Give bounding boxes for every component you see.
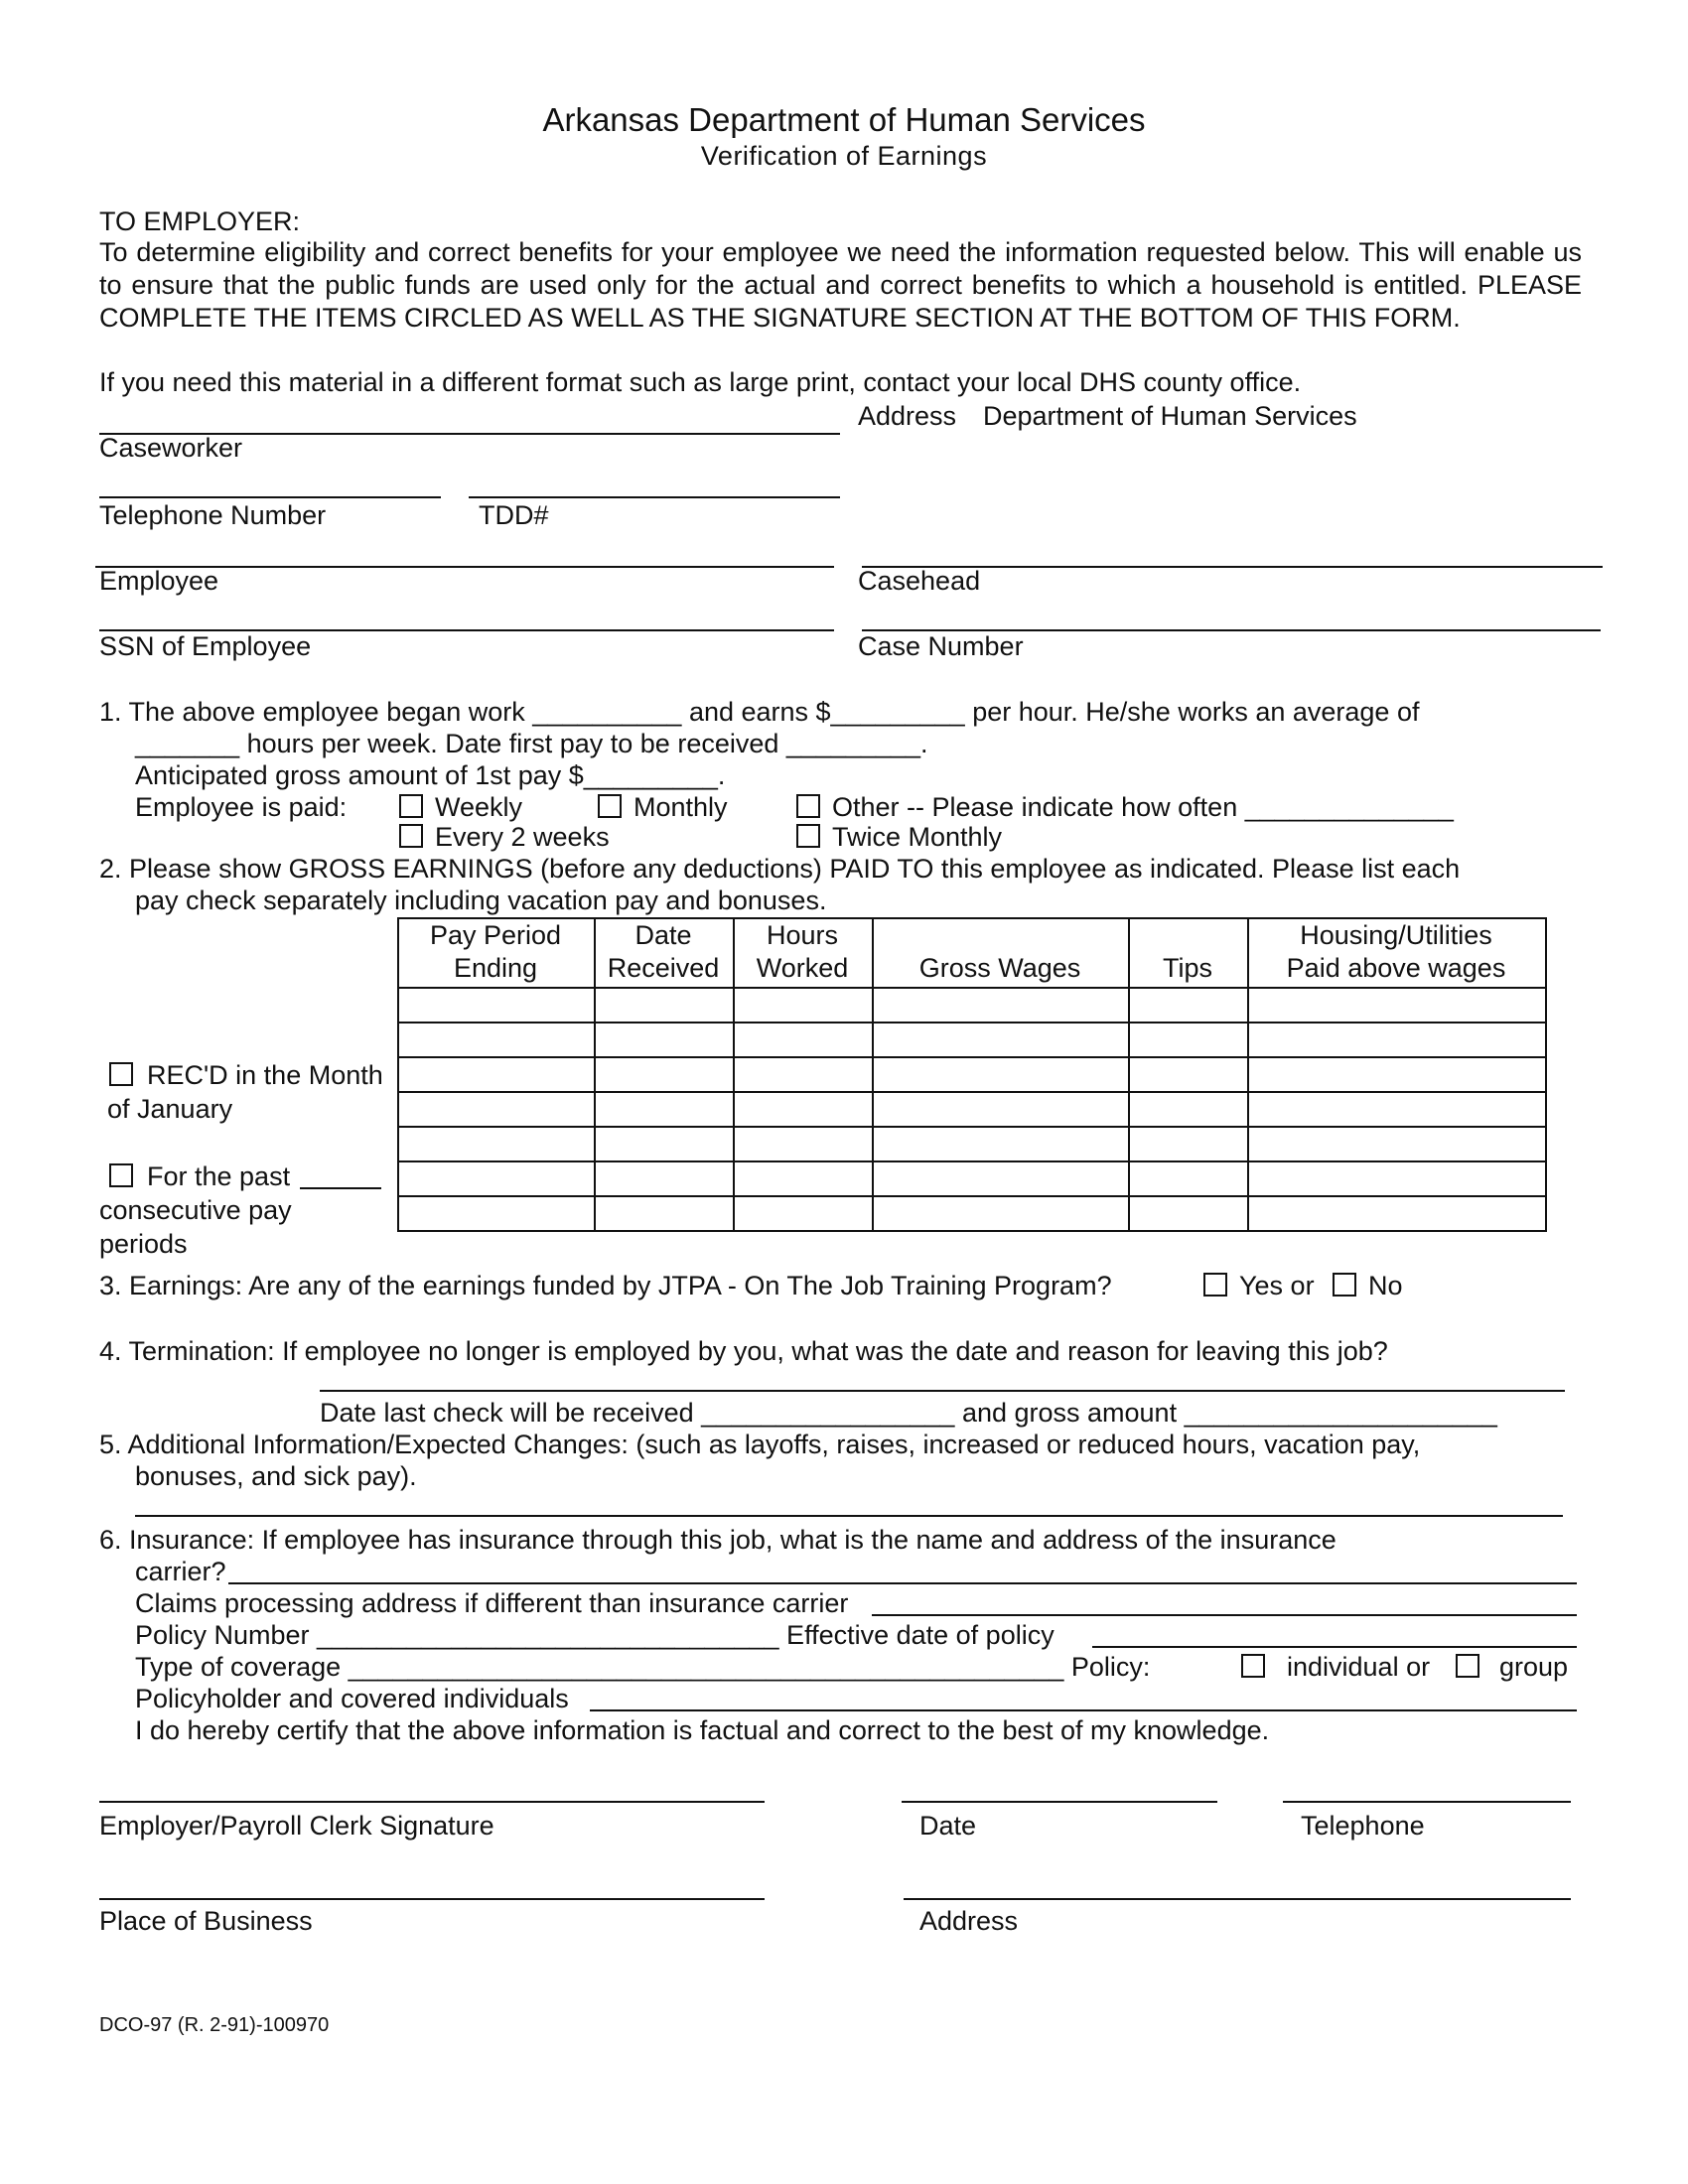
address-sig-line[interactable] [904, 1898, 1571, 1900]
form-code: DCO-97 (R. 2-91)-100970 [99, 2014, 330, 2036]
past-periods-count-line[interactable] [300, 1187, 381, 1189]
section1-line3: Anticipated gross amount of 1st pay $_________. [135, 760, 726, 790]
claims-label: Claims processing address if different than insurance carrier [135, 1588, 849, 1618]
col-date-received [594, 919, 733, 985]
coverage-label: Type of coverage ________________________________________________ Policy: [135, 1652, 1151, 1682]
telephone-line[interactable] [99, 496, 441, 498]
tdd-line[interactable] [469, 496, 840, 498]
carrier-label: carrier? [135, 1557, 226, 1586]
other-label: Other -- Please indicate how often ______________ [832, 792, 1454, 822]
section5-line2: bonuses, and sick pay). [135, 1461, 417, 1491]
col-date-line1: Date [634, 920, 692, 950]
address-value: Department of Human Services [983, 401, 1357, 431]
table-row[interactable] [398, 1023, 1546, 1057]
col-date-line2: Received [607, 953, 720, 983]
col-pay-period [397, 919, 594, 985]
effective-date-line[interactable] [1092, 1646, 1577, 1648]
past-periods-label: For the past [147, 1161, 291, 1191]
ssn-label: SSN of Employee [99, 631, 312, 661]
telephone-label: Telephone Number [99, 500, 327, 530]
carrier-line[interactable] [228, 1582, 1577, 1584]
casehead-label: Casehead [858, 566, 981, 596]
col-gross-wages: Gross Wages [918, 953, 1081, 983]
every-2-weeks-label: Every 2 weeks [435, 822, 610, 852]
telephone-sig-line[interactable] [1283, 1801, 1571, 1803]
termination-reason-line[interactable] [320, 1390, 1565, 1392]
section2-line2: pay check separately including vacation pay and bonuses. [135, 886, 827, 915]
recd-month-value: of January [107, 1094, 233, 1124]
table-row[interactable] [398, 1127, 1546, 1161]
monthly-checkbox[interactable] [598, 794, 622, 818]
weekly-label: Weekly [435, 792, 523, 822]
individual-label: individual or [1287, 1652, 1431, 1682]
format-note: If you need this material in a different format such as large print, contact your local DHS county office. [99, 367, 1302, 397]
date-line[interactable] [902, 1801, 1217, 1803]
col-pay-period-line1: Pay Period [429, 920, 562, 950]
every-2-weeks-checkbox[interactable] [399, 824, 423, 848]
place-of-business-line[interactable] [99, 1898, 765, 1900]
jtpa-yes-checkbox[interactable] [1203, 1273, 1227, 1297]
address-sig-label: Address [919, 1906, 1019, 1936]
section6-line1: 6. Insurance: If employee has insurance through this job, what is the name and address of the insurance [99, 1525, 1336, 1555]
recd-month-label: REC'D in the Month [147, 1060, 383, 1090]
form-subtitle: Verification of Earnings [700, 141, 988, 171]
past-periods-checkbox[interactable] [109, 1163, 133, 1187]
additional-info-line[interactable] [135, 1515, 1563, 1517]
table-row[interactable] [398, 1161, 1546, 1196]
place-of-business-label: Place of Business [99, 1906, 313, 1936]
twice-monthly-checkbox[interactable] [796, 824, 820, 848]
section1-line1: 1. The above employee began work __________ and earns $_________ per hour. He/she works an average of [99, 697, 1420, 727]
col-hours-line2: Worked [756, 953, 849, 983]
caseworker-label: Caseworker [99, 433, 243, 463]
case-number-label: Case Number [858, 631, 1024, 661]
address-label: Address [858, 401, 957, 431]
to-employer-heading: TO EMPLOYER: [99, 206, 301, 236]
policy-number-label: Policy Number _______________________________ Effective date of policy [135, 1620, 1055, 1650]
section5-line1: 5. Additional Information/Expected Changes: (such as layoffs, raises, increased or reduced hours, vacation pay, [99, 1430, 1421, 1459]
col-hours-line1: Hours [766, 920, 839, 950]
employer-signature-label: Employer/Payroll Clerk Signature [99, 1811, 494, 1841]
jtpa-yes-label: Yes or [1239, 1271, 1315, 1300]
table-row[interactable] [398, 1092, 1546, 1127]
section1-line2: _______ hours per week. Date first pay to be received _________. [135, 729, 928, 758]
col-housing-line1: Housing/Utilities [1300, 920, 1492, 950]
col-housing-line2: Paid above wages [1286, 953, 1506, 983]
table-row[interactable] [398, 1196, 1546, 1231]
monthly-label: Monthly [633, 792, 728, 822]
jtpa-no-checkbox[interactable] [1333, 1273, 1356, 1297]
tdd-label: TDD# [479, 500, 549, 530]
section3-text: 3. Earnings: Are any of the earnings funded by JTPA - On The Job Training Program? [99, 1271, 1112, 1300]
telephone-sig-label: Telephone [1301, 1811, 1425, 1841]
col-pay-period-line2: Ending [453, 953, 538, 983]
other-checkbox[interactable] [796, 794, 820, 818]
intro-paragraph: To determine eligibility and correct benefits for your employee we need the information requested below. This will enable us to ensure that the public funds are used only for the actual and correct benefits to which a household is entitled. PLEASE COMPLETE THE ITEMS CIRCLED AS WELL AS THE SIGNATURE SECTION AT THE BOTTOM OF THIS FORM. [99, 237, 1582, 333]
past-periods-label-2: consecutive pay [99, 1195, 292, 1225]
employee-label: Employee [99, 566, 219, 596]
col-hours-worked [733, 919, 872, 985]
recd-month-checkbox[interactable] [109, 1062, 133, 1086]
group-label: group [1499, 1652, 1569, 1682]
col-housing-utilities [1247, 919, 1545, 985]
date-label: Date [919, 1811, 977, 1841]
group-checkbox[interactable] [1456, 1654, 1479, 1678]
form-title: Arkansas Department of Human Services [542, 101, 1146, 138]
section2-line1: 2. Please show GROSS EARNINGS (before any deductions) PAID TO this employee as indicated. Please list each [99, 854, 1461, 884]
claims-line[interactable] [872, 1614, 1577, 1616]
twice-monthly-label: Twice Monthly [832, 822, 1003, 852]
employer-signature-line[interactable] [99, 1801, 765, 1803]
policyholder-line[interactable] [590, 1709, 1577, 1711]
table-row[interactable] [398, 1057, 1546, 1092]
certify-text: I do hereby certify that the above information is factual and correct to the best of my knowledge. [135, 1715, 1270, 1745]
last-check-text: Date last check will be received _________________ and gross amount _____________________ [320, 1398, 1497, 1428]
paid-label: Employee is paid: [135, 792, 348, 822]
section4-text: 4. Termination: If employee no longer is employed by you, what was the date and reason for leaving this job? [99, 1336, 1388, 1366]
jtpa-no-label: No [1368, 1271, 1403, 1300]
weekly-checkbox[interactable] [399, 794, 423, 818]
policyholder-label: Policyholder and covered individuals [135, 1684, 569, 1713]
table-row[interactable] [398, 988, 1546, 1023]
past-periods-label-3: periods [99, 1229, 188, 1259]
individual-checkbox[interactable] [1241, 1654, 1265, 1678]
col-tips: Tips [1162, 953, 1212, 983]
